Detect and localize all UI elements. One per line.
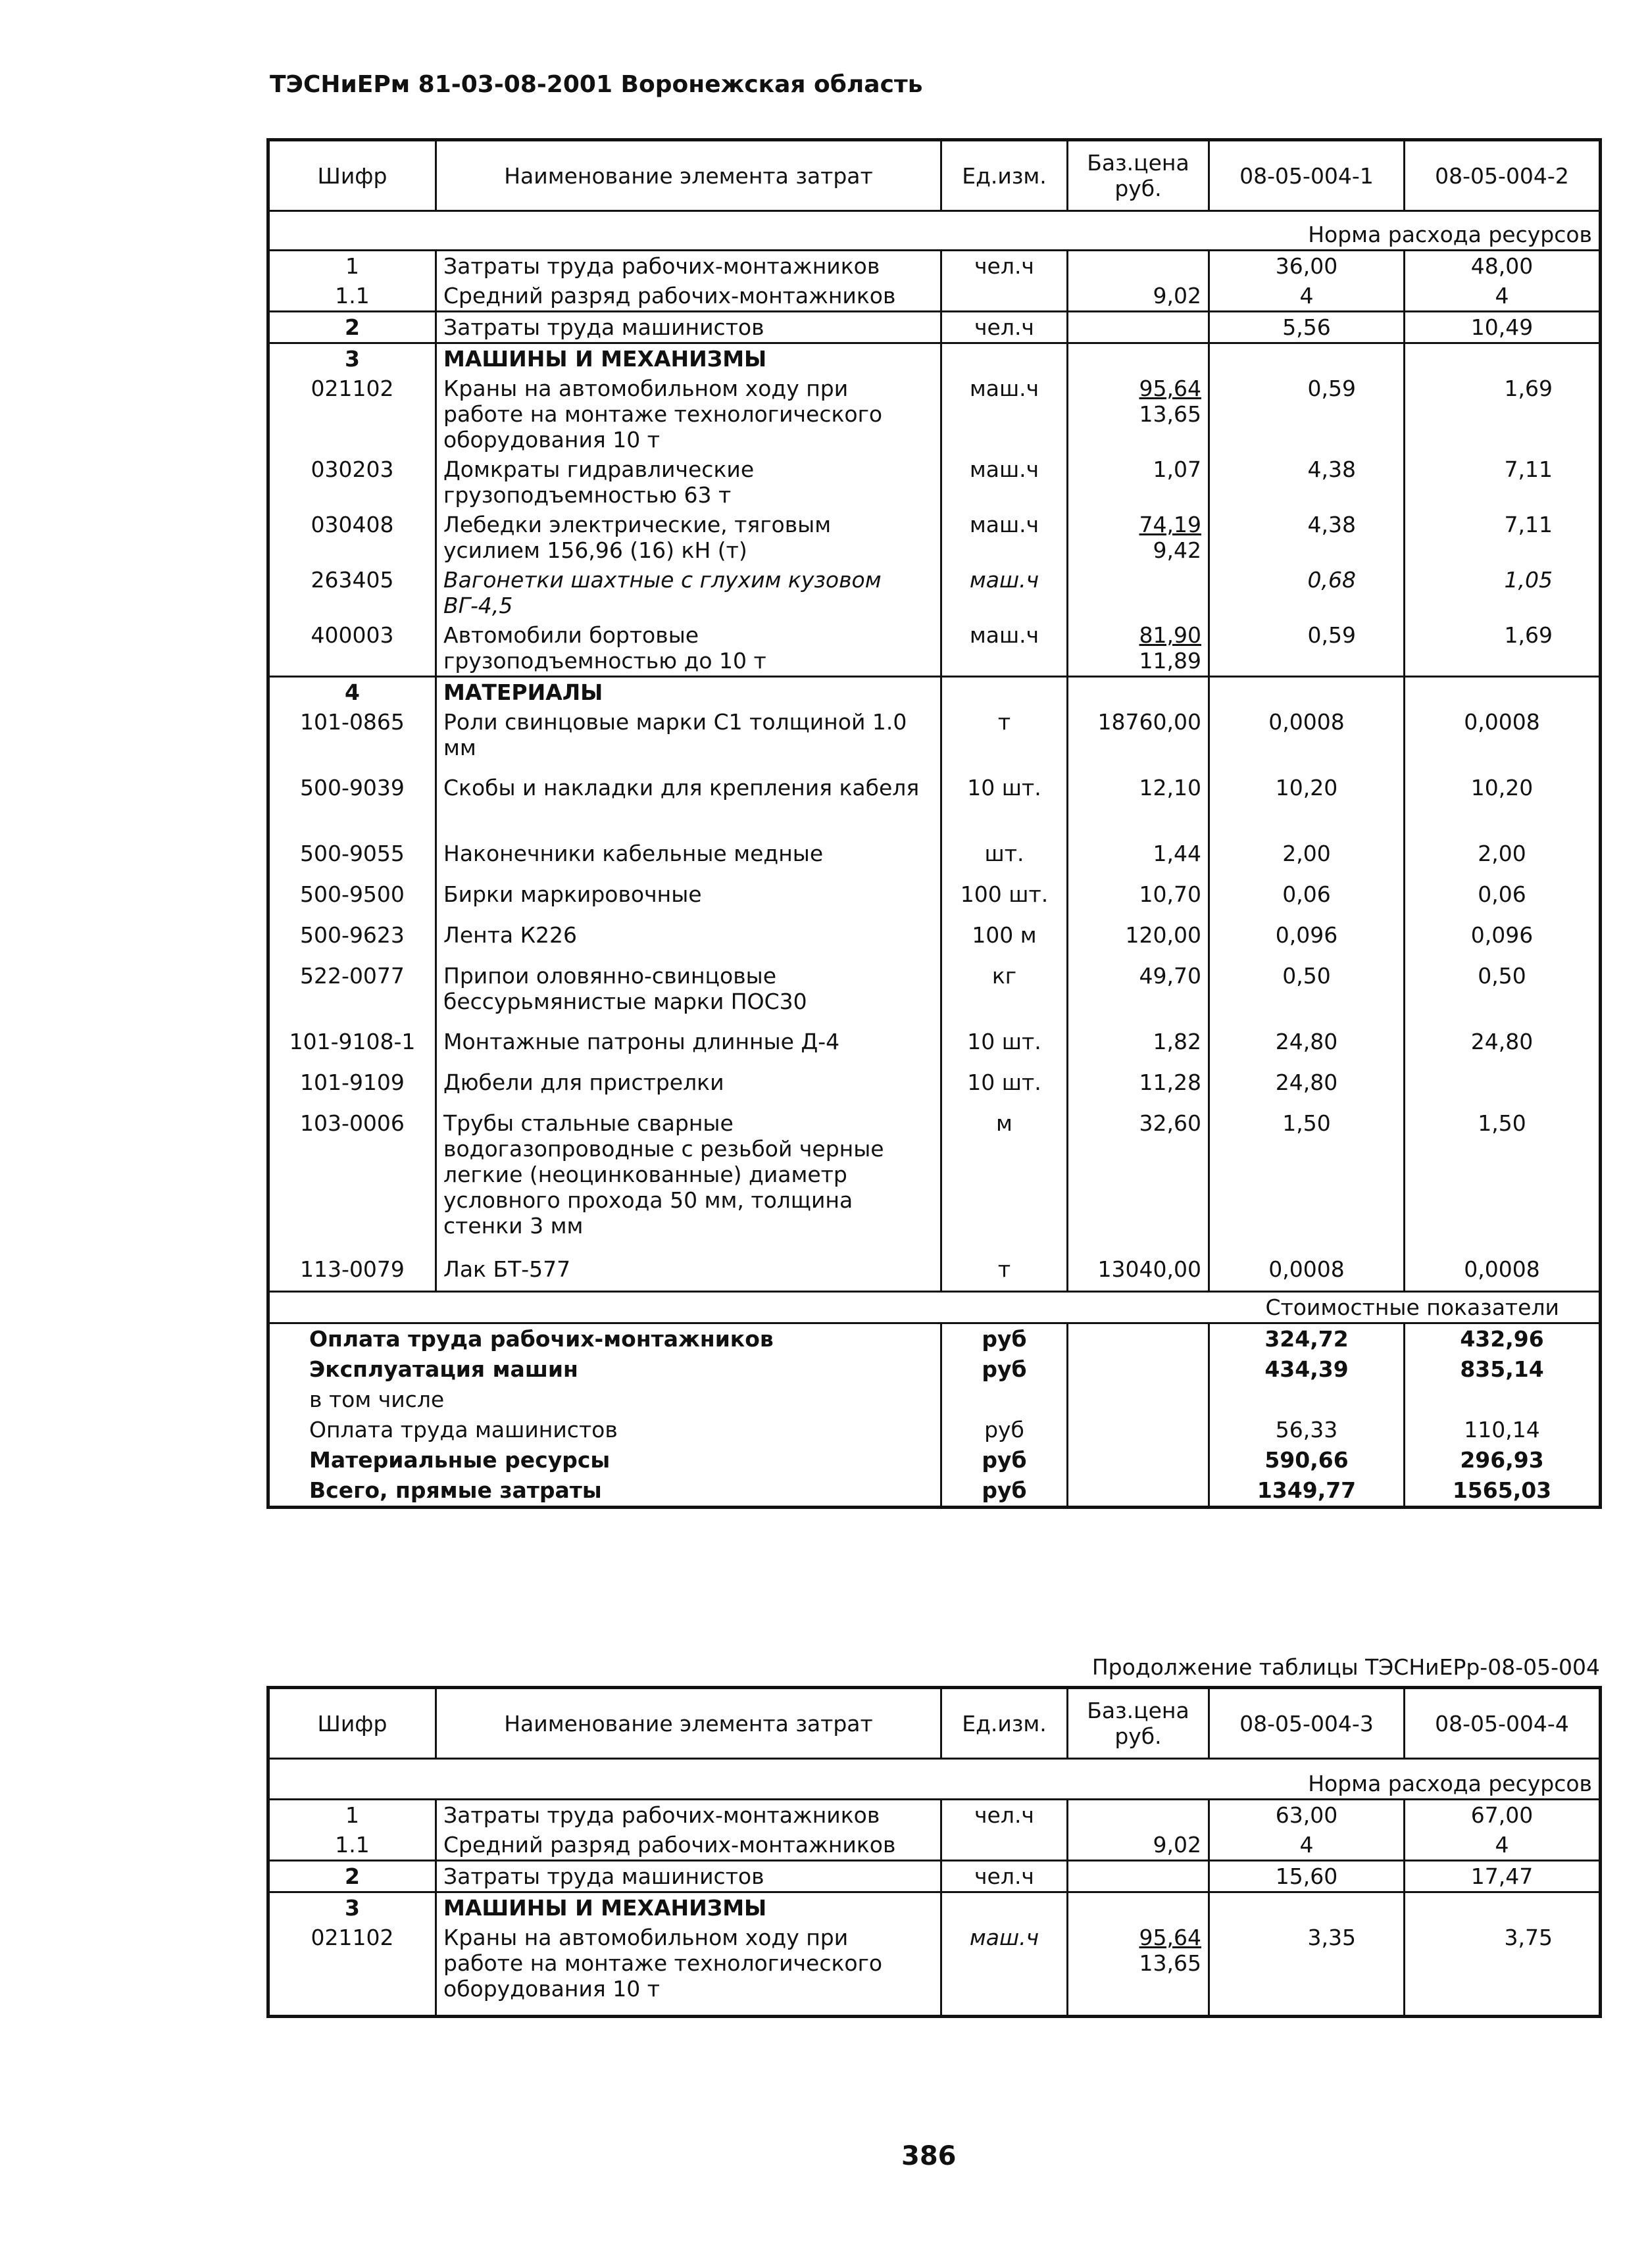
section-row-machines: 3 МАШИНЫ И МЕХАНИЗМЫ <box>268 1892 1601 1923</box>
cost-row: Всего, прямые затраты руб 1349,77 1565,03 <box>268 1475 1601 1508</box>
header-unit: Ед.изм. <box>941 140 1068 211</box>
header-unit: Ед.изм. <box>941 1688 1068 1759</box>
header-name: Наименование элемента затрат <box>436 1688 941 1759</box>
cost-row: Оплата труда машинистов руб 56,33 110,14 <box>268 1415 1601 1445</box>
table-row: 103-0006 Трубы стальные сварные водогазопроводные с резьбой черные легкие (неоцинкованные) диаметр условного прохода 50 мм, толщина стенки 3 мм м 32,60 1,50 1,50 <box>268 1108 1601 1254</box>
header-col-b: 08-05-004-4 <box>1405 1688 1601 1759</box>
header-col-a: 08-05-004-3 <box>1209 1688 1405 1759</box>
cost-row: Эксплуатация машин руб 434,39 835,14 <box>268 1354 1601 1385</box>
page-number: 386 <box>901 2141 957 2171</box>
header-price: Баз.цена руб. <box>1068 1688 1209 1759</box>
table-header-row <box>268 140 1601 211</box>
table-row: 522-0077 Припои оловянно-свинцовые бессурьмянистые марки ПОС30 кг 49,70 0,50 0,50 <box>268 961 1601 1027</box>
norm-label: Норма расхода ресурсов <box>268 1759 1601 1800</box>
table-row: 1.1 Средний разряд рабочих-монтажников 9,02 4 4 <box>268 1830 1601 1861</box>
section-row-machines: 3 МАШИНЫ И МЕХАНИЗМЫ <box>268 343 1601 374</box>
table-row: 021102 Краны на автомобильном ходу при работе на монтаже технологического оборудования 10 т маш.ч 95,64 13,65 3,35 3,75 <box>268 1923 1601 2017</box>
table-row: 101-0865 Роли свинцовые марки С1 толщиной 1.0 мм т 18760,00 0,0008 0,0008 <box>268 707 1601 773</box>
norm-label-row <box>268 1759 1601 1800</box>
table-row: 500-9039 Скобы и накладки для крепления кабеля 10 шт. 12,10 10,20 10,20 <box>268 773 1601 839</box>
table-row: 500-9055 Наконечники кабельные медные шт. 1,44 2,00 2,00 <box>268 839 1601 879</box>
table-row: 101-9108-1 Монтажные патроны длинные Д-4 10 шт. 1,82 24,80 24,80 <box>268 1027 1601 1068</box>
header-price: Баз.цена руб. <box>1068 140 1209 211</box>
continuation-caption: Продолжение таблицы ТЭСНиЕРр-08-05-004 <box>1091 1654 1600 1680</box>
norm-label-row <box>268 211 1601 251</box>
norm-label: Норма расхода ресурсов <box>268 211 1601 251</box>
table-row: 263405 Вагонетки шахтные с глухим кузовом ВГ-4,5 маш.ч 0,68 1,05 <box>268 565 1601 620</box>
table-row: 030203 Домкраты гидравлические грузоподъемностью 63 т маш.ч 1,07 4,38 7,11 <box>268 455 1601 510</box>
cost-row: Оплата труда рабочих-монтажников руб 324,72 432,96 <box>268 1323 1601 1354</box>
resource-table-2 <box>266 1686 1602 2018</box>
header-name: Наименование элемента затрат <box>436 140 941 211</box>
table-row: 101-9109 Дюбели для пристрелки 10 шт. 11,28 24,80 <box>268 1068 1601 1108</box>
table-row: 2 Затраты труда машинистов чел.ч 15,60 17,47 <box>268 1861 1601 1892</box>
table-row: 1 Затраты труда рабочих-монтажников чел.ч 36,00 48,00 <box>268 251 1601 282</box>
header-col-b: 08-05-004-2 <box>1405 140 1601 211</box>
table-row: 113-0079 Лак БТ-577 т 13040,00 0,0008 0,0008 <box>268 1254 1601 1291</box>
header-col-a: 08-05-004-1 <box>1209 140 1405 211</box>
cost-label-row <box>268 1291 1601 1323</box>
table-row: 2 Затраты труда машинистов чел.ч 5,56 10,49 <box>268 312 1601 343</box>
resource-table-1 <box>266 138 1602 1509</box>
header-code: Шифр <box>268 140 436 211</box>
document-header: ТЭСНиЕРм 81-03-08-2001 Воронежская область <box>270 71 923 98</box>
table-row: 030408 Лебедки электрические, тяговым усилием 156,96 (16) кН (т) маш.ч 74,19 9,42 4,38 7,11 <box>268 510 1601 565</box>
table-row: 1 Затраты труда рабочих-монтажников чел.ч 63,00 67,00 <box>268 1800 1601 1831</box>
table-row: 1.1 Средний разряд рабочих-монтажников 9,02 4 4 <box>268 281 1601 312</box>
header-code: Шифр <box>268 1688 436 1759</box>
section-row-materials: 4 МАТЕРИАЛЫ <box>268 677 1601 708</box>
cost-label: Стоимостные показатели <box>268 1291 1601 1323</box>
table-header-row <box>268 1688 1601 1759</box>
table-row: 500-9500 Бирки маркировочные 100 шт. 10,70 0,06 0,06 <box>268 879 1601 920</box>
table-row: 500-9623 Лента К226 100 м 120,00 0,096 0,096 <box>268 920 1601 961</box>
table-row: 400003 Автомобили бортовые грузоподъемностью до 10 т маш.ч 81,90 11,89 0,59 1,69 <box>268 620 1601 677</box>
cost-row: в том числе <box>268 1385 1601 1415</box>
table-row: 021102 Краны на автомобильном ходу при работе на монтаже технологического оборудования 10 т маш.ч 95,64 13,65 0,59 1,69 <box>268 374 1601 455</box>
cost-row: Материальные ресурсы руб 590,66 296,93 <box>268 1445 1601 1475</box>
